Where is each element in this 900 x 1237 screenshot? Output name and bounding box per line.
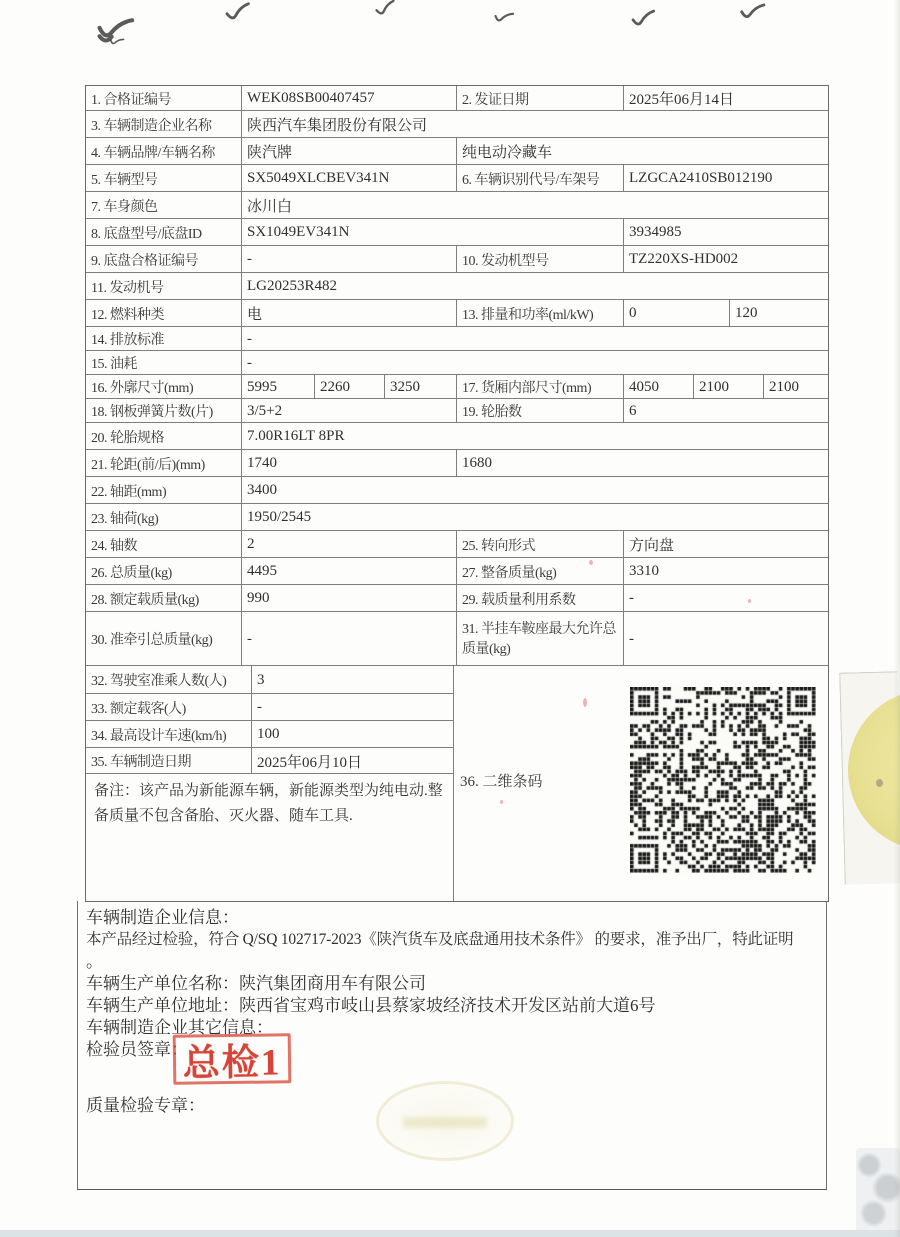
table-cell-label: 6. 车辆识别代号/车架号 [456,165,623,191]
table-row [86,747,453,773]
table-cell-value: - [623,612,828,665]
conformity-table [85,85,829,902]
table-cell-value: 3250 [384,375,456,398]
remark-line: 备质量不包含备胎、灭火器、随车工具. [94,808,353,824]
table-cell-label: 17. 货厢内部尺寸(mm) [456,375,623,398]
table-cell-value: - [241,246,456,272]
table-cell-label: 8. 底盘型号/底盘ID [91,226,202,242]
footer-producer-name: 车辆生产单位名称：陕汽集团商用车有限公司 [86,974,426,993]
pen-mark-icon [627,8,661,30]
table-cell-label: 11. 发动机号 [91,280,164,296]
footer-producer-address: 车辆生产单位地址：陕西省宝鸡市岐山县蔡家坡经济技术开发区站前大道6号 [86,996,656,1015]
table-cell-label: 7. 车身颜色 [91,199,158,215]
table-cell-value: SX1049EV341N [241,219,623,245]
table-cell-value: 3934985 [623,219,828,245]
table-cell-label: 12. 燃料种类 [91,307,164,323]
table-row [86,611,828,665]
table-cell-value: 陕西汽车集团股份有限公司 [241,111,828,137]
table-row [86,299,828,326]
table-row [86,110,828,137]
table-row [86,476,828,503]
pink-speck [748,599,751,603]
footer-statement-line1: 本产品经过检验，符合 Q/SQ 102717-2023《陕汽货车及底盘通用技术条件》 的要求，准予出厂，特此证明 [86,931,794,948]
table-cell-value: 0 [623,300,729,326]
table-cell-label: 4. 车辆品牌/车辆名称 [91,145,215,161]
table-cell-value: - [241,327,828,350]
table-cell-label: 21. 轮距(前/后)(mm) [91,457,205,473]
table-cell-label: 3. 车辆制造企业名称 [91,118,212,134]
table-row [86,503,828,530]
qr-cell-label: 36. 二维条码 [460,774,543,790]
footer-other-info: 车辆制造企业其它信息： [86,1018,273,1037]
table-cell-label: 30. 准牵引总质量(kg) [91,633,213,648]
table-cell-label: 24. 轴数 [91,538,137,554]
table-row [86,422,828,449]
table-cell-value: 2100 [763,375,828,398]
footer-company-info-heading: 车辆制造企业信息： [86,908,239,927]
table-row [86,137,828,164]
table-row [86,720,453,747]
table-row [86,557,828,584]
pen-mark-icon [373,0,398,20]
remark-cell [86,773,453,901]
table-cell-label: 23. 轴荷(kg) [91,511,159,527]
table-cell-value: 1680 [456,450,828,476]
table-cell-label: 29. 载质量利用系数 [456,585,623,611]
table-cell-label: 9. 底盘合格证编号 [91,253,198,269]
table-row [86,374,828,398]
table-cell-label: 16. 外廓尺寸(mm) [91,381,194,396]
pen-mark-icon [739,0,766,25]
table-cell-value: WEK08SB00407457 [241,86,456,110]
table-cell-label: 18. 钢板弹簧片数(片) [91,405,213,420]
pink-speck [500,800,503,804]
table-row [86,191,828,218]
quality-seal-ghost [376,1081,514,1161]
table-cell-label: 2. 发证日期 [456,86,623,110]
inspector-stamp: 总检1 [173,1033,292,1085]
sticker-smudge [876,779,883,787]
bottom-edge-strip [0,1230,900,1237]
table-cell-label: 20. 轮胎规格 [91,430,164,446]
table-cell-value: 2260 [314,375,384,398]
table-cell-value: 3310 [623,558,828,584]
table-cell-value: 3/5+2 [241,399,456,422]
table-cell-label: 5. 车辆型号 [91,172,158,188]
right-edge-shade [894,0,900,1237]
table-row [86,86,828,110]
table-cell-value: 方向盘 [623,531,828,557]
table-cell-value: 100 [251,721,453,747]
table-cell-value: - [241,612,456,665]
table-cell-label: 10. 发动机型号 [456,246,623,272]
qr-cell [453,666,828,901]
table-cell-value: SX5049XLCBEV341N [241,165,456,191]
pen-mark-icon [224,1,251,25]
table-cell-label: 13. 排量和功率(ml/kW) [456,300,623,326]
table-row [86,584,828,611]
qr-code [630,687,816,873]
table-cell-value: 2025年06月14日 [623,86,828,110]
table-cell-label: 22. 轴距(mm) [91,484,167,500]
table-cell-value: - [241,351,828,374]
pen-mark-icon [491,3,516,33]
table-cell-label: 15. 油耗 [91,357,137,372]
table-cell-label: 35. 车辆制造日期 [91,755,191,770]
table-cell-label: 31. 半挂车鞍座最大允许总质量(kg) [456,612,623,665]
pink-speck [589,560,593,565]
table-row [86,272,828,299]
table-row [86,245,828,272]
table-cell-value: 电 [241,300,456,326]
footer-inspector-signature-label: 检验员签章： [86,1040,188,1059]
table-cell-value: 120 [729,300,828,326]
table-cell-value: 7.00R16LT 8PR [241,423,828,449]
table-cell-value: 3 [251,666,453,693]
table-row [86,326,828,350]
table-cell-label: 27. 整备质量(kg) [456,558,623,584]
table-cell-label: 1. 合格证编号 [91,92,171,108]
table-cell-value: 6 [623,399,828,422]
table-cell-value: 5995 [241,375,314,398]
table-cell-value: 1950/2545 [241,504,828,530]
remark-line: 备注：该产品为新能源车辆，新能源类型为纯电动.整 [94,783,443,799]
table-cell-value: LG20253R482 [241,273,828,299]
table-row [86,398,828,422]
table-row [86,164,828,191]
table-cell-label: 25. 转向形式 [456,531,623,557]
table-cell-value: LZGCA2410SB012190 [623,165,828,191]
table-cell-label: 19. 轮胎数 [456,399,623,422]
table-cell-value: 990 [241,585,456,611]
table-cell-value: - [623,585,828,611]
table-row [86,449,828,476]
table-cell-value: 2 [241,531,456,557]
pink-speck [583,698,587,707]
table-cell-value: 4495 [241,558,456,584]
table-cell-value: TZ220XS-HD002 [623,246,828,272]
table-row [86,693,453,720]
table-cell-value: 1740 [241,450,456,476]
table-cell-value: - [251,694,453,720]
table-cell-value: 2100 [693,375,763,398]
table-cell-label: 32. 驾驶室准乘人数(人) [91,674,227,689]
table-cell-value: 冰川白 [241,192,828,218]
table-cell-value: 陕汽牌 [241,138,456,164]
table-cell-label: 33. 额定载客(人) [91,701,186,717]
lower-left-rows [86,666,453,901]
table-cell-label: 28. 额定载质量(kg) [91,592,199,608]
table-cell-label: 26. 总质量(kg) [91,565,172,581]
table-cell-value: 纯电动冷藏车 [456,138,828,164]
table-row [86,218,828,245]
table-row [86,666,453,693]
table-row [86,530,828,557]
table-cell-value: 3400 [241,477,828,503]
footer-quality-seal-label: 质量检验专章： [86,1096,205,1115]
table-row-lower [86,665,828,901]
table-cell-value: 4050 [623,375,693,398]
table-cell-label: 14. 排放标准 [91,333,164,348]
table-cell-label: 34. 最高设计车速(km/h) [91,728,227,744]
footer-statement-line2: 。 [86,952,103,971]
table-cell-value: 2025年06月10日 [251,748,453,773]
table-row [86,350,828,374]
